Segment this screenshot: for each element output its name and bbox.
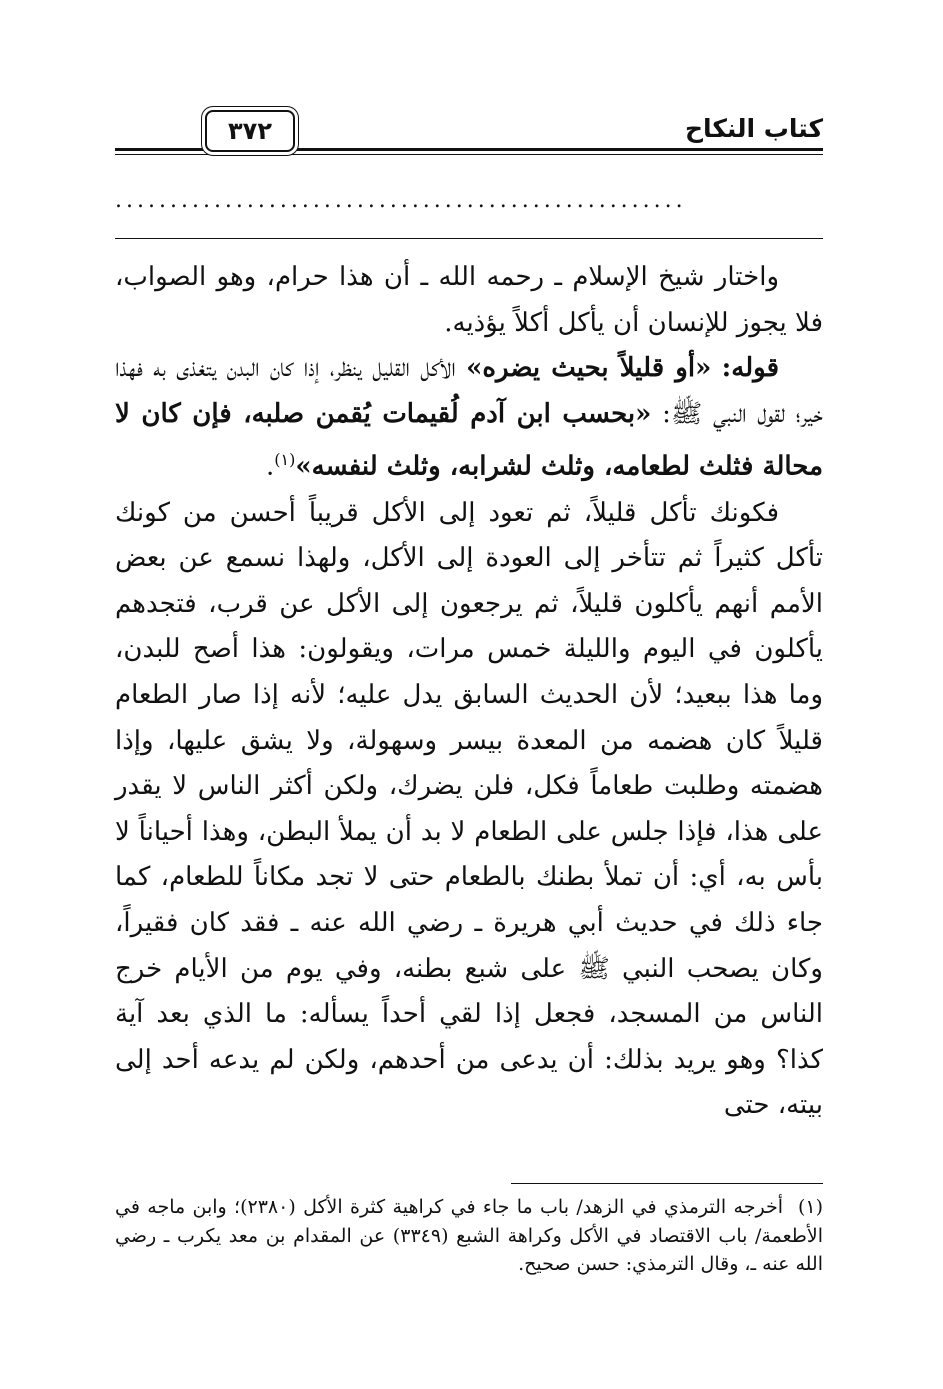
hadith-quote: «بحسب ابن آدم لُقيمات يُقمن صلبه، فإن كان لا محالة فثلث لطعامه، وثلث لشرابه، وثلث لنفسه» [115, 398, 823, 483]
page-header [115, 108, 823, 158]
dotted-separator: .................................................... [115, 188, 687, 213]
paragraph-3: فكونك تأكل قليلاً، ثم تعود إلى الأكل قريباً أحسن من كونك تأكل كثيراً ثم تتأخر إلى العودة إلى الأكل، ولهذا نسمع عن بعض الأمم أنهم يأكلون قليلاً، ثم يرجعون إلى الأكل عن قرب، فتجدهم يأكلون في اليوم والليلة خمس مرات، ويقولون: هذا أصح للبدن، وما هذا ببعيد؛ لأن الحديث السابق يدل عليه؛ لأنه إذا صار الطعام قليلاً كان هضمه من المعدة بيسر وسهولة، ولا يشق عليها، وإذا هضمته وطلبت طعاماً فكل، فلن يضرك، ولكن أكثر الناس لا يقدر على هذا، فإذا جلس على الطعام لا بد أن يملأ البطن، وهذا أحياناً لا بأس به، أي: أن تملأ بطنك بالطعام حتى لا تجد مكاناً للطعام، كما جاء ذلك في حديث أبي هريرة ـ رضي الله عنه ـ فقد كان فقيراً، وكان يصحب النبي ﷺ على شبع بطنه، وفي يوم من الأيام خرج الناس من المسجد، فجعل إذا لقي أحداً يسأله: ما الذي بعد آية كذا؟ وهو يريد بذلك: أن يدعى من أحدهم، ولكن لم يدعه أحد إلى بيته، حتى [115, 497, 824, 1121]
header-rule-thin [115, 154, 823, 155]
footnote-ref: (١) [274, 450, 296, 470]
book-title: كتاب النكاح [684, 114, 823, 143]
matn-quote: «أو قليلاً بحيث يضره» [466, 353, 712, 384]
book-page [115, 0, 823, 1389]
paragraph-1: واختار شيخ الإسلام ـ رحمه الله ـ أن هذا حرام، وهو الصواب، فلا يجوز للإنسان أن يأكل أكلاً يؤذيه. [115, 262, 823, 338]
page-number: ٣٧٢ [205, 110, 295, 152]
main-text [115, 255, 823, 1129]
paragraph-2-end: . [266, 452, 275, 483]
footnote-number: (١) [797, 1196, 823, 1218]
section-rule [115, 238, 823, 239]
paragraph-2 [115, 346, 823, 490]
footnote [115, 1193, 823, 1279]
footnote-text: أخرجه الترمذي في الزهد/ باب ما جاء في كراهية كثرة الأكل (٢٣٨٠)؛ وابن ماجه في الأطعمة/ باب الاقتصاد في الأكل وكراهة الشبع (٣٣٤٩) عن المقدام بن معد يكرب ـ رضي الله عنه ـ، وقال الترمذي: حسن صحيح. [115, 1196, 823, 1275]
footnote-rule [511, 1183, 823, 1184]
paragraph-2-text: الأكل القليل ينظر، إذا كان البدن يتغذى به فهذا خير؛ لقول النبي ﷺ: [115, 353, 823, 429]
commentary-label: قوله: [721, 353, 779, 384]
